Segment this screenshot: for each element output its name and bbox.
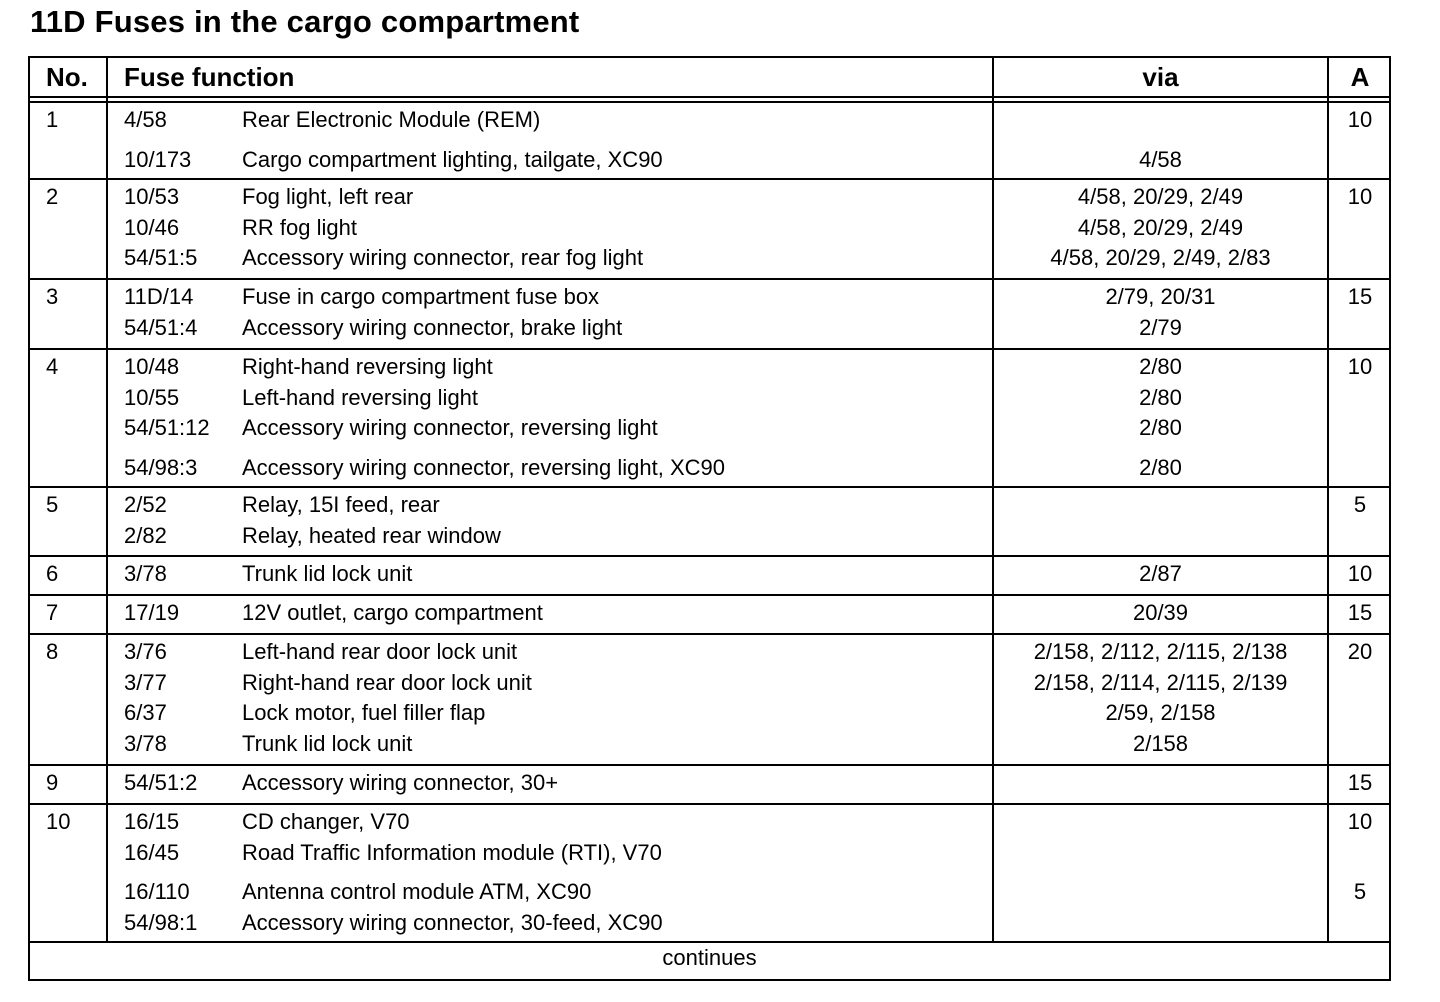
component-code: 16/45 — [124, 840, 180, 865]
fuse-amperage: 10 — [1347, 809, 1373, 834]
via-connections: 2/80 — [1139, 354, 1182, 379]
fuse-function-text: Fog light, left rear — [242, 184, 414, 209]
fuse-function-text: Lock motor, fuel filler flap — [242, 700, 486, 725]
fuse-function-text: Rear Electronic Module (REM) — [242, 107, 541, 132]
via-connections: 2/59, 2/158 — [1105, 700, 1216, 725]
via-connections: 2/79, 20/31 — [1105, 284, 1216, 309]
row-divider — [30, 764, 1389, 766]
row-divider — [30, 278, 1389, 280]
header-amps: A — [1350, 62, 1370, 92]
sub-row-divider — [108, 448, 992, 449]
component-code: 3/76 — [124, 639, 167, 664]
fuse-function-text: Cargo compartment lighting, tailgate, XC90 — [242, 147, 663, 172]
sub-row-divider — [108, 140, 992, 141]
component-code: 54/98:1 — [124, 910, 198, 935]
component-code: 3/78 — [124, 731, 167, 756]
via-connections: 4/58 — [1139, 147, 1182, 172]
fuse-function-text: Trunk lid lock unit — [242, 731, 413, 756]
sub-row-divider — [994, 873, 1327, 874]
fuse-amperage: 5 — [1353, 492, 1367, 517]
component-code: 2/82 — [124, 523, 167, 548]
fuse-amperage: 10 — [1347, 184, 1373, 209]
fuse-function-text: Antenna control module ATM, XC90 — [242, 879, 592, 904]
header-fuse-function: Fuse function — [124, 62, 295, 92]
sub-row-divider — [994, 140, 1327, 141]
via-connections: 2/158, 2/114, 2/115, 2/139 — [1033, 670, 1288, 695]
via-connections: 20/39 — [1132, 600, 1189, 625]
sub-row-divider — [994, 448, 1327, 449]
fuse-number: 4 — [46, 354, 59, 379]
row-divider — [30, 555, 1389, 557]
via-connections: 4/58, 20/29, 2/49, 2/83 — [1050, 245, 1271, 270]
via-connections: 4/58, 20/29, 2/49 — [1077, 184, 1244, 209]
fuse-function-text: Relay, heated rear window — [242, 523, 501, 548]
component-code: 54/51:4 — [124, 315, 198, 340]
fuse-number: 8 — [46, 639, 59, 664]
sub-row-divider — [108, 873, 992, 874]
fuse-function-text: Accessory wiring connector, reversing light, XC90 — [242, 455, 725, 480]
component-code: 16/110 — [124, 879, 190, 904]
column-divider — [106, 58, 108, 941]
fuse-function-text: Fuse in cargo compartment fuse box — [242, 284, 600, 309]
fuse-function-text: Accessory wiring connector, 30-feed, XC90 — [242, 910, 663, 935]
fuse-number: 7 — [46, 600, 59, 625]
component-code: 4/58 — [124, 107, 167, 132]
fuse-amperage: 15 — [1347, 770, 1373, 795]
fuse-function-text: Road Traffic Information module (RTI), V70 — [242, 840, 662, 865]
row-divider — [30, 486, 1389, 488]
component-code: 11D/14 — [124, 284, 194, 309]
component-code: 54/51:2 — [124, 770, 198, 795]
fuse-function-text: Accessory wiring connector, rear fog light — [242, 245, 644, 270]
fuse-function-text: Relay, 15I feed, rear — [242, 492, 440, 517]
fuse-function-text: Accessory wiring connector, 30+ — [242, 770, 559, 795]
fuse-amperage: 10 — [1347, 561, 1373, 586]
fuse-amperage: 15 — [1347, 600, 1373, 625]
row-divider — [30, 941, 1389, 943]
via-connections: 2/79 — [1139, 315, 1182, 340]
component-code: 54/51:12 — [124, 415, 210, 440]
fuse-function-text: Left-hand reversing light — [242, 385, 479, 410]
fuse-function-text: Accessory wiring connector, brake light — [242, 315, 623, 340]
fuse-amperage: 20 — [1347, 639, 1373, 664]
via-connections: 2/80 — [1139, 415, 1182, 440]
via-connections: 2/87 — [1139, 561, 1182, 586]
fuse-function-text: Right-hand reversing light — [242, 354, 493, 379]
fuse-amperage: 10 — [1347, 107, 1373, 132]
continues-note: continues — [662, 945, 757, 970]
fuse-number: 6 — [46, 561, 59, 586]
fuse-function-text: Accessory wiring connector, reversing light — [242, 415, 658, 440]
fuse-function-text: Left-hand rear door lock unit — [242, 639, 518, 664]
row-divider — [30, 633, 1389, 635]
fuse-number: 5 — [46, 492, 59, 517]
fuse-function-text: CD changer, V70 — [242, 809, 410, 834]
fuse-number: 9 — [46, 770, 59, 795]
component-code: 10/46 — [124, 215, 180, 240]
component-code: 10/55 — [124, 385, 180, 410]
header-divider — [30, 96, 1389, 103]
header-no: No. — [46, 62, 88, 92]
component-code: 6/37 — [124, 700, 167, 725]
row-divider — [30, 178, 1389, 180]
fuse-function-text: RR fog light — [242, 215, 357, 240]
fuse-amperage: 10 — [1347, 354, 1373, 379]
component-code: 2/52 — [124, 492, 167, 517]
fuse-function-text: Trunk lid lock unit — [242, 561, 413, 586]
row-divider — [30, 803, 1389, 805]
component-code: 3/77 — [124, 670, 167, 695]
component-code: 10/48 — [124, 354, 180, 379]
fuse-function-text: Right-hand rear door lock unit — [242, 670, 532, 695]
component-code: 16/15 — [124, 809, 180, 834]
component-code: 3/78 — [124, 561, 167, 586]
fuse-amperage: 15 — [1347, 284, 1373, 309]
fuse-number: 10 — [46, 809, 71, 834]
via-connections: 4/58, 20/29, 2/49 — [1077, 215, 1244, 240]
fuse-number: 2 — [46, 184, 59, 209]
via-connections: 2/80 — [1139, 455, 1182, 480]
fuse-number: 3 — [46, 284, 59, 309]
fuse-function-text: 12V outlet, cargo compartment — [242, 600, 543, 625]
row-divider — [30, 348, 1389, 350]
via-connections: 2/158, 2/112, 2/115, 2/138 — [1033, 639, 1288, 664]
row-divider — [30, 594, 1389, 596]
component-code: 54/51:5 — [124, 245, 198, 270]
component-code: 54/98:3 — [124, 455, 198, 480]
fuse-amperage: 5 — [1353, 879, 1367, 904]
via-connections: 2/80 — [1139, 385, 1182, 410]
via-connections: 2/158 — [1132, 731, 1189, 756]
header-via: via — [1142, 62, 1179, 92]
component-code: 10/173 — [124, 147, 192, 172]
component-code: 17/19 — [124, 600, 180, 625]
page-title: 11D Fuses in the cargo compartment — [30, 4, 580, 39]
fuse-number: 1 — [46, 107, 59, 132]
component-code: 10/53 — [124, 184, 180, 209]
fuse-table — [28, 56, 1391, 981]
